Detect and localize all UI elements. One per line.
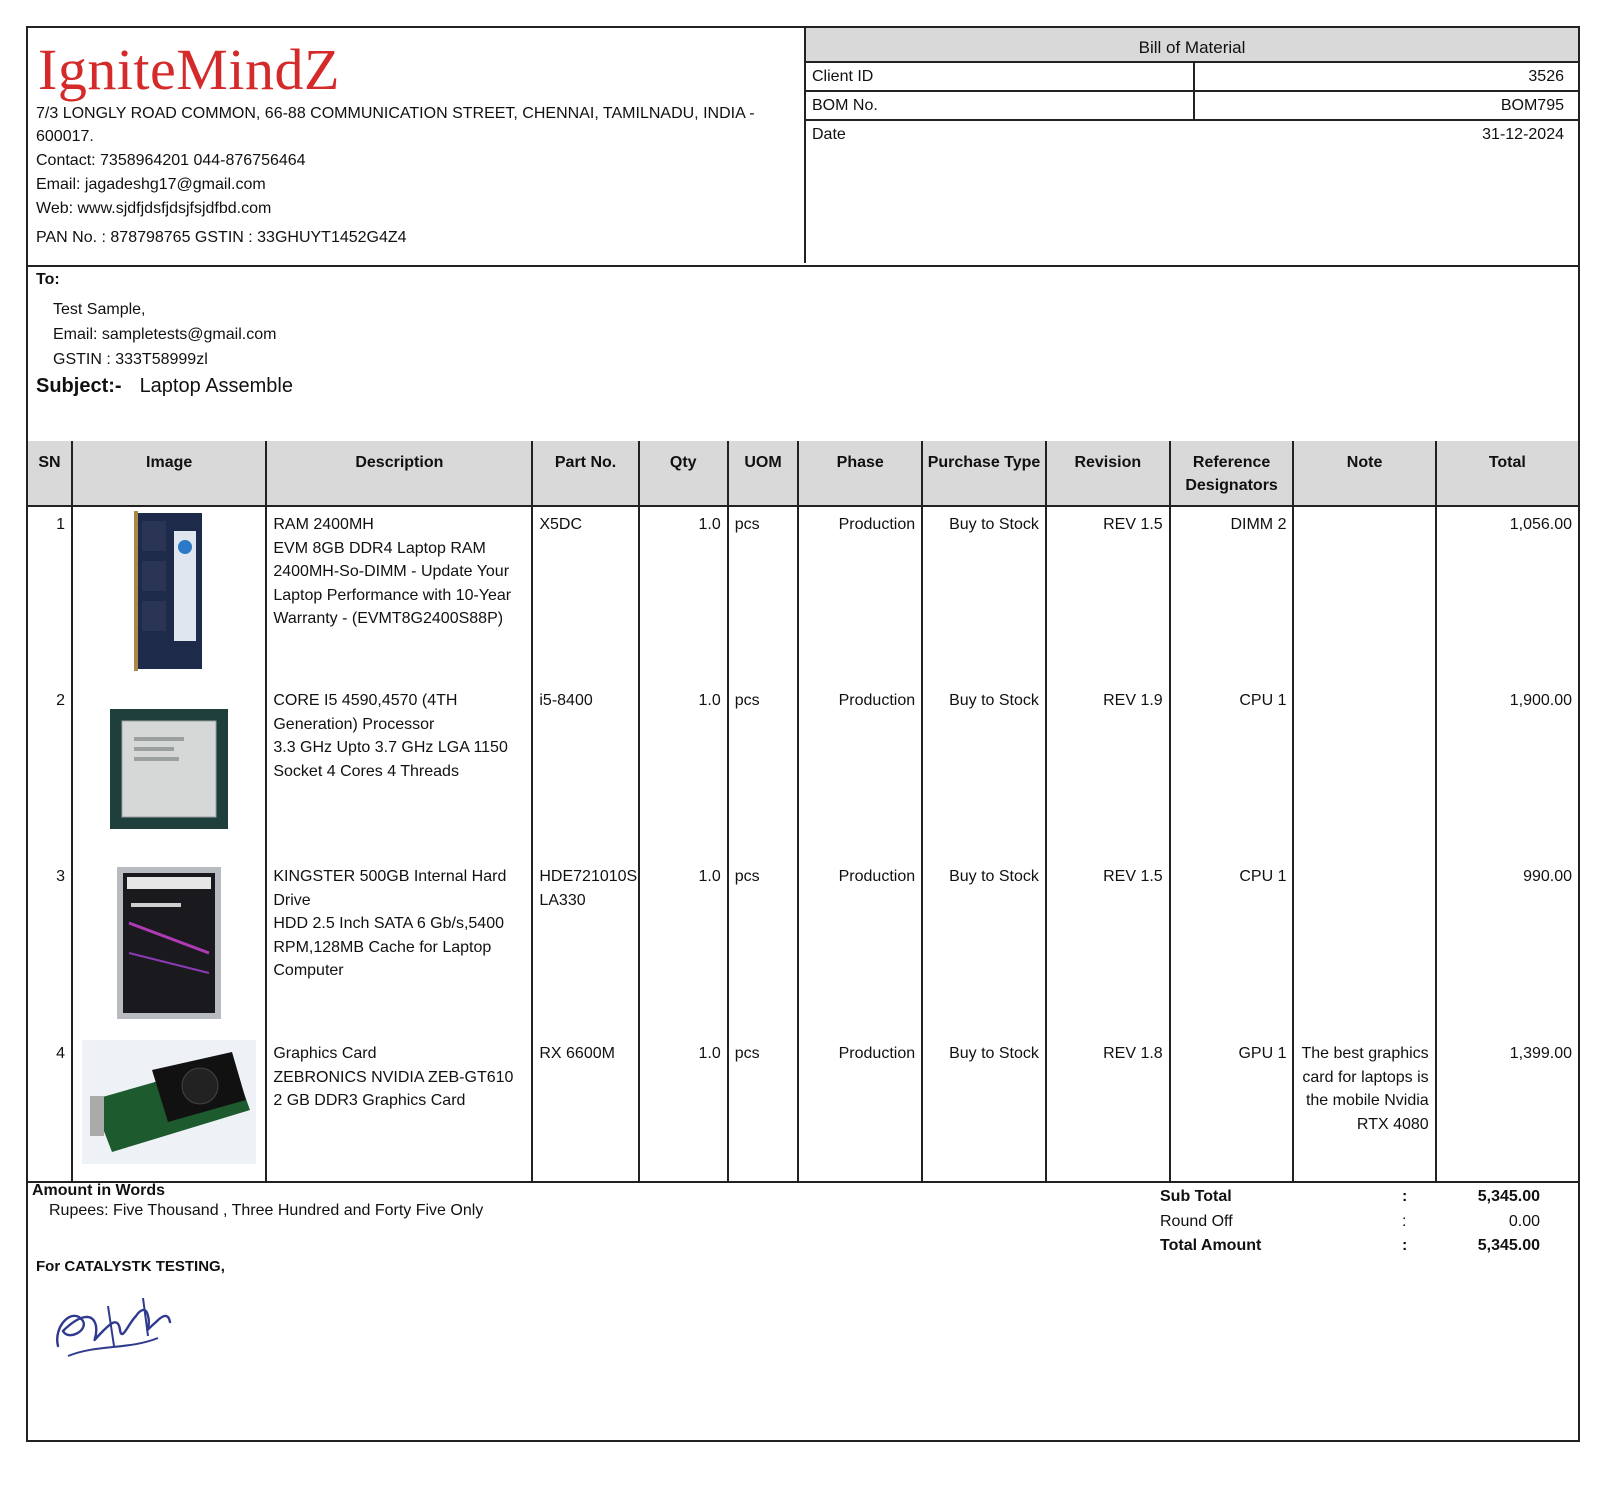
recipient-section (28, 265, 1578, 443)
total-amount-value: 5,345.00 (1477, 1237, 1540, 1254)
col-header-uom: UOM (728, 441, 799, 506)
row-revision: REV 1.5 (1046, 506, 1170, 683)
roundoff-value: 0.00 (1508, 1212, 1540, 1230)
bom-no-label: BOM No. (812, 97, 878, 114)
date-row (806, 121, 1578, 148)
col-header-phase: Phase (798, 441, 922, 506)
row-note: The best graphics card for laptops is the mobile Nvidia RTX 4080 (1293, 1036, 1435, 1182)
recipient-email: Email: sampletests@gmail.com (53, 326, 277, 343)
product-image-gpu (72, 1036, 266, 1182)
description-detail: 3.3 GHz Upto 3.7 GHz LGA 1150 Socket 4 Cores 4 Threads (273, 739, 508, 780)
row-part-no: HDE721010S LA330 (532, 859, 638, 1036)
company-address: 7/3 LONGLY ROAD COMMON, 66-88 COMMUNICATION STREET, CHENNAI, TAMILNADU, INDIA - (36, 105, 755, 122)
row-part-no: X5DC (532, 506, 638, 683)
client-id-label: Client ID (812, 68, 874, 85)
signature-image (48, 1286, 178, 1371)
row-revision: REV 1.5 (1046, 859, 1170, 1036)
row-reference: GPU 1 (1170, 1036, 1294, 1182)
col-header-note: Note (1293, 441, 1435, 506)
items-table (28, 441, 1578, 1183)
row-sn: 1 (28, 506, 72, 683)
bom-title: Bill of Material (806, 26, 1578, 63)
row-uom: pcs (728, 683, 799, 859)
row-part-no: RX 6600M (532, 1036, 638, 1182)
row-revision: REV 1.8 (1046, 1036, 1170, 1182)
row-description (266, 683, 532, 859)
row-uom: pcs (728, 859, 799, 1036)
row-purchase-type: Buy to Stock (922, 859, 1046, 1036)
row-qty: 1.0 (639, 683, 728, 859)
description-title: Graphics Card (273, 1045, 377, 1062)
description-title: KINGSTER 500GB Internal Hard Drive (273, 868, 507, 909)
recipient-gstin: GSTIN : 333T58999zl (53, 351, 208, 368)
totals-block (1160, 1188, 1540, 1262)
company-contact: Contact: 7358964201 044-876756464 (36, 152, 306, 169)
subject-value: Laptop Assemble (139, 375, 293, 397)
row-sn: 2 (28, 683, 72, 859)
client-id-value: 3526 (1528, 68, 1564, 85)
row-purchase-type: Buy to Stock (922, 1036, 1046, 1182)
company-logo: IgniteMindZ (38, 37, 340, 102)
table-row (28, 683, 1578, 859)
table-row (28, 859, 1578, 1036)
row-phase: Production (798, 683, 922, 859)
row-reference: CPU 1 (1170, 683, 1294, 859)
table-row (28, 506, 1578, 683)
col-header-qty: Qty (639, 441, 728, 506)
description-title: CORE I5 4590,4570 (4TH Generation) Processor (273, 692, 458, 733)
company-pan-gstin: PAN No. : 878798765 GSTIN : 33GHUYT1452G4Z4 (36, 229, 407, 246)
company-email: Email: jagadeshg17@gmail.com (36, 176, 266, 193)
row-qty: 1.0 (639, 1036, 728, 1182)
row-note (1293, 683, 1435, 859)
table-row (28, 1036, 1578, 1182)
bom-document (26, 26, 1580, 1442)
row-sn: 4 (28, 1036, 72, 1182)
roundoff-label: Round Off (1160, 1212, 1233, 1230)
row-revision: REV 1.9 (1046, 683, 1170, 859)
recipient-name: Test Sample, (53, 301, 146, 318)
bom-no-row (806, 92, 1578, 121)
row-qty: 1.0 (639, 859, 728, 1036)
company-address-pin: 600017. (36, 128, 94, 145)
row-sn: 3 (28, 859, 72, 1036)
col-header-purchase-type: Purchase Type (922, 441, 1046, 506)
col-header-sn: SN (28, 441, 72, 506)
subtotal-row: Sub Total : 5,345.00 (1160, 1188, 1540, 1205)
row-phase: Production (798, 1036, 922, 1182)
row-total: 1,900.00 (1509, 692, 1572, 709)
row-description (266, 859, 532, 1036)
subtotal-label: Sub Total (1160, 1188, 1232, 1205)
description-title: RAM 2400MH (273, 516, 374, 533)
row-reference: DIMM 2 (1170, 506, 1294, 683)
table-header-row (28, 441, 1578, 506)
client-id-row (806, 63, 1578, 92)
row-note (1293, 506, 1435, 683)
bom-no-value: BOM795 (1500, 97, 1564, 114)
row-phase: Production (798, 859, 922, 1036)
row-total: 990.00 (1523, 868, 1572, 885)
bom-info-block (806, 28, 1578, 263)
header-section (28, 28, 1578, 267)
row-total: 1,056.00 (1509, 516, 1572, 533)
col-header-revision: Revision (1046, 441, 1170, 506)
roundoff-row: Round Off : 0.00 (1160, 1212, 1540, 1230)
total-amount-row: Total Amount : 5,345.00 (1160, 1237, 1540, 1254)
description-detail: ZEBRONICS NVIDIA ZEB-GT610 2 GB DDR3 Graphics Card (273, 1068, 514, 1109)
subject-line (36, 375, 293, 398)
amount-words-label: Amount in Words (32, 1182, 166, 1199)
col-header-part-no: Part No. (532, 441, 638, 506)
row-uom: pcs (728, 1036, 799, 1182)
row-part-no: i5-8400 (532, 683, 638, 859)
description-detail: HDD 2.5 Inch SATA 6 Gb/s,5400 RPM,128MB Cache for Laptop Computer (273, 915, 504, 979)
row-qty: 1.0 (639, 506, 728, 683)
row-phase: Production (798, 506, 922, 683)
product-image-cpu (72, 683, 266, 859)
subtotal-value: 5,345.00 (1477, 1188, 1540, 1205)
subject-label: Subject:- (36, 375, 122, 397)
col-header-description: Description (266, 441, 532, 506)
col-header-total: Total (1436, 441, 1578, 506)
company-block (28, 28, 806, 263)
row-description (266, 1036, 532, 1182)
for-company: For CATALYSTK TESTING, (36, 1258, 225, 1275)
to-label: To: (36, 271, 60, 288)
product-image-ram (72, 506, 266, 683)
product-image-hdd (72, 859, 266, 1036)
col-header-image: Image (72, 441, 266, 506)
amount-in-words (32, 1182, 483, 1220)
row-purchase-type: Buy to Stock (922, 683, 1046, 859)
amount-words-value: Rupees: Five Thousand , Three Hundred and Forty Five Only (49, 1202, 484, 1219)
col-header-reference: Reference Designators (1170, 441, 1294, 506)
row-note (1293, 859, 1435, 1036)
row-reference: CPU 1 (1170, 859, 1294, 1036)
total-amount-label: Total Amount (1160, 1237, 1262, 1254)
company-web: Web: www.sjdfjdsfjdsjfsjdfbd.com (36, 200, 272, 217)
row-description (266, 506, 532, 683)
description-detail: EVM 8GB DDR4 Laptop RAM 2400MH-So-DIMM - Update Your Laptop Performance with 10-Year Warranty - (EVMT8G2400S88P) (273, 539, 512, 627)
row-purchase-type: Buy to Stock (922, 506, 1046, 683)
date-label: Date (812, 126, 846, 143)
row-uom: pcs (728, 506, 799, 683)
date-value: 31-12-2024 (1482, 126, 1564, 143)
row-total: 1,399.00 (1436, 1036, 1578, 1182)
